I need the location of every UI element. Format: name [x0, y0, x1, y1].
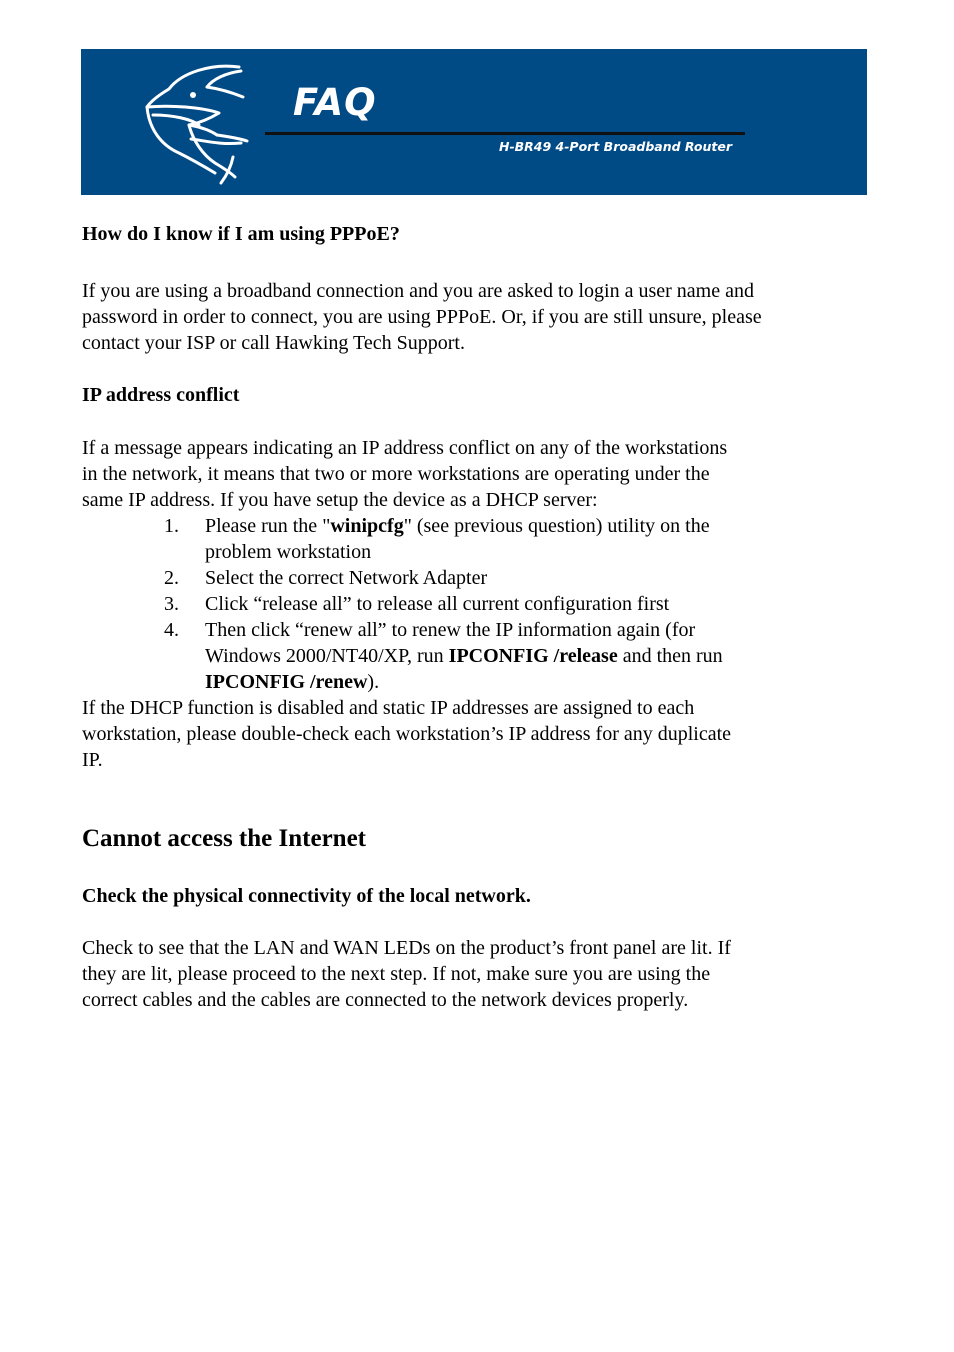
ip-conflict-heading: IP address conflict [82, 384, 240, 406]
step-text: ). [367, 671, 380, 693]
pppoe-heading: How do I know if I am using PPPoE? [82, 223, 400, 245]
connectivity-subheading: Check the physical connectivity of the local network. [82, 885, 531, 907]
paragraph-line: If the DHCP function is disabled and static IP addresses are assigned to each [82, 697, 695, 719]
step-text: Please run the " [205, 515, 331, 537]
paragraph-line: Check to see that the LAN and WAN LEDs on the product’s front panel are lit. If [82, 937, 731, 959]
step-command: IPCONFIG /release [448, 645, 618, 667]
faq-banner [81, 49, 867, 195]
paragraph-line: If you are using a broadband connection and you are asked to login a user name and [82, 280, 754, 302]
paragraph-line: contact your ISP or call Hawking Tech Support. [82, 332, 465, 354]
pppoe-paragraph [82, 278, 762, 356]
banner-divider [265, 132, 745, 135]
paragraph-line: If a message appears indicating an IP address conflict on any of the workstations [82, 437, 728, 459]
paragraph-line: correct cables and the cables are connected to the network devices properly. [82, 989, 689, 1011]
step-text: Then click “renew all” to renew the IP information again (for [205, 619, 696, 641]
paragraph-line: IP. [82, 749, 103, 771]
ip-conflict-intro [82, 435, 727, 513]
internet-access-title: Cannot access the Internet [82, 825, 366, 852]
list-number: 4. [164, 619, 179, 641]
eagle-head-icon [81, 49, 281, 195]
step-text: Select the correct Network Adapter [205, 567, 488, 589]
ip-conflict-outro [82, 695, 731, 773]
dhcp-steps-list [82, 513, 723, 695]
step-text: Click “release all” to release all current configuration first [205, 593, 670, 615]
list-item [82, 513, 723, 565]
step-text: and then run [617, 645, 723, 667]
list-number: 1. [164, 515, 179, 537]
step-command: IPCONFIG /renew [205, 671, 368, 693]
step-command: winipcfg [330, 515, 404, 537]
product-name: H-BR49 4-Port Broadband Router [499, 139, 733, 154]
paragraph-line: password in order to connect, you are using PPPoE. Or, if you are still unsure, please [82, 306, 762, 328]
list-number: 2. [164, 567, 179, 589]
paragraph-line: same IP address. If you have setup the device as a DHCP server: [82, 489, 598, 511]
step-text: " (see previous question) utility on the [403, 515, 710, 537]
list-number: 3. [164, 593, 179, 615]
list-item [82, 617, 723, 695]
list-item [82, 565, 723, 591]
connectivity-paragraph [82, 935, 731, 1013]
faq-title: FAQ [293, 81, 377, 124]
paragraph-line: they are lit, please proceed to the next step. If not, make sure you are using the [82, 963, 711, 985]
step-text: Windows 2000/NT40/XP, run [205, 645, 449, 667]
step-text: problem workstation [205, 541, 372, 563]
paragraph-line: in the network, it means that two or more workstations are operating under the [82, 463, 710, 485]
list-item [82, 591, 723, 617]
paragraph-line: workstation, please double-check each workstation’s IP address for any duplicate [82, 723, 732, 745]
